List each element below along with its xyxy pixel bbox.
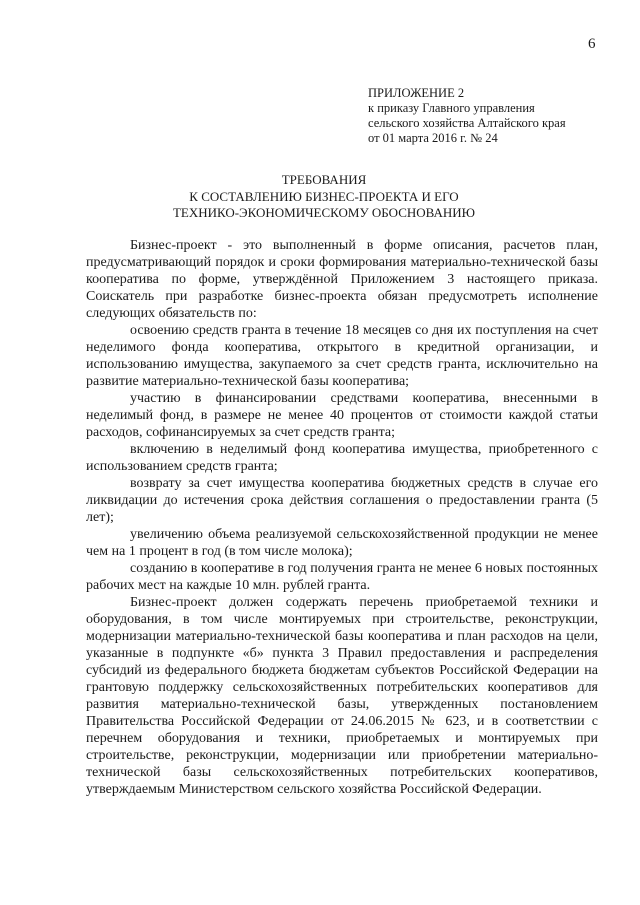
appendix-line: сельского хозяйства Алтайского края: [368, 116, 566, 130]
title-line: ТРЕБОВАНИЯ: [281, 172, 367, 187]
paragraph-intro: Бизнес-проект - это выполненный в форме описания, расчетов план, предусматривающий порядок и сроки формирования материально-технической базы кооператива по форме, утверждённой Приложением 3 настоящего приказа. Соискатель при разработке бизнес-проекта обязан предусмотреть исполнение следующих обязательств по:: [86, 238, 598, 321]
paragraph-obligation: включению в неделимый фонд кооператива имущества, приобретенного с использованием средств гранта;: [86, 442, 598, 474]
appendix-header: [368, 86, 566, 146]
paragraph-obligation: участию в финансировании средствами кооператива, внесенными в неделимый фонд, в размере не менее 40 процентов от стоимости каждой статьи расходов, софинансируемых за счет средств гранта;: [86, 391, 598, 440]
paragraph-equipment: Бизнес-проект должен содержать перечень приобретаемой техники и оборудования, в том числе монтируемых при строительстве, реконструкции, модернизации материально-технической базы кооператива и план расходов на цели, указанные в подпункте «б» пункта 3 Правил предоставления и распределения субсидий из федерального бюджета бюджетам субъектов Российской Федерации на грантовую поддержку сельскохозяйственных потребительских кооперативов для развития материально-технической базы, утвержденных постановлением Правительства Российской Федерации от 24.06.2015 № 623, и в соответствии с перечнем оборудования и техники, приобретаемых и монтируемых при строительстве, реконструкции, модернизации или приобретении материально-технической базы сельскохозяйственных потребительских кооперативов, утверждаемым Министерством сельского хозяйства Российской Федерации.: [86, 595, 598, 797]
paragraph-obligation: освоению средств гранта в течение 18 месяцев со дня их поступления на счет неделимого фонда кооператива, открытого в кредитной организации, и использованию имущества, закупаемого за счет средств гранта, исключительно на развитие материально-технической базы кооператива;: [86, 323, 598, 389]
page-number: 6: [588, 36, 596, 52]
paragraph-obligation: увеличению объема реализуемой сельскохозяйственной продукции не менее чем на 1 процент в год (в том числе молока);: [86, 527, 598, 559]
document-title: [80, 172, 568, 222]
document-body: [86, 237, 598, 798]
paragraph-obligation: созданию в кооперативе в год получения гранта не менее 6 новых постоянных рабочих мест на каждые 10 млн. рублей гранта.: [86, 561, 598, 593]
appendix-date: от 01 марта 2016 г. № 24: [368, 131, 498, 145]
paragraph-obligation: возврату за счет имущества кооператива бюджетных средств в случае его ликвидации до истечения срока действия соглашения о предоставлении гранта (5 лет);: [86, 476, 598, 525]
title-line: К СОСТАВЛЕНИЮ БИЗНЕС-ПРОЕКТА И ЕГО: [189, 188, 459, 204]
appendix-title: ПРИЛОЖЕНИЕ 2: [368, 86, 465, 100]
appendix-line: к приказу Главного управления: [368, 101, 535, 115]
title-line: ТЕХНИКО-ЭКОНОМИЧЕСКОМУ ОБОСНОВАНИЮ: [172, 205, 476, 220]
